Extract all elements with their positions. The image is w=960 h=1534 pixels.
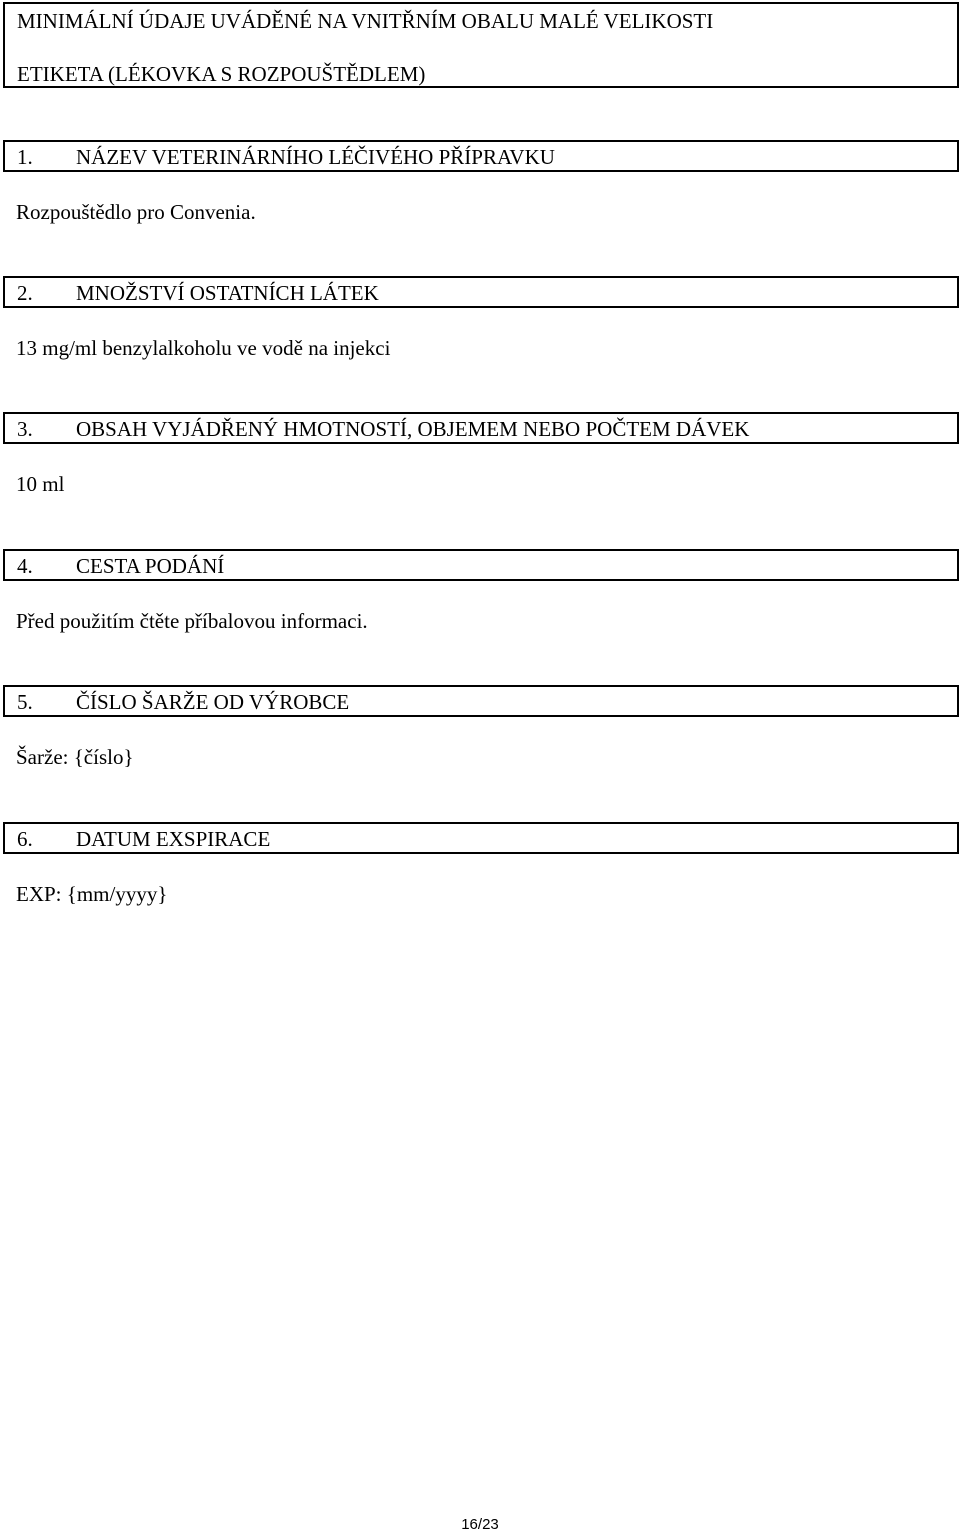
section-2-body: 13 mg/ml benzylalkoholu ve vodě na injekci: [16, 336, 391, 360]
section-4-header: [3, 549, 959, 581]
section-2-number: 2.: [17, 281, 33, 305]
section-6-header: [3, 822, 959, 854]
section-2-title: MNOŽSTVÍ OSTATNÍCH LÁTEK: [76, 281, 379, 305]
section-6-body: EXP: {mm/yyyy}: [16, 882, 168, 906]
section-1-title: NÁZEV VETERINÁRNÍHO LÉČIVÉHO PŘÍPRAVKU: [76, 145, 555, 169]
section-1-body: Rozpouštědlo pro Convenia.: [16, 200, 256, 224]
document-header-box: [3, 2, 959, 88]
section-1-header: [3, 140, 959, 172]
section-4-body: Před použitím čtěte příbalovou informaci.: [16, 609, 368, 633]
section-2-header: [3, 276, 959, 308]
header-title-line-1: MINIMÁLNÍ ÚDAJE UVÁDĚNÉ NA VNITŘNÍM OBALU MALÉ VELIKOSTI: [17, 9, 714, 33]
section-4-title: CESTA PODÁNÍ: [76, 554, 225, 578]
section-4-number: 4.: [17, 554, 33, 578]
section-6-title: DATUM EXSPIRACE: [76, 827, 271, 851]
section-3-title: OBSAH VYJÁDŘENÝ HMOTNOSTÍ, OBJEMEM NEBO POČTEM DÁVEK: [76, 417, 750, 441]
section-5-number: 5.: [17, 690, 33, 714]
page-number: 16/23: [461, 1516, 499, 1533]
section-3-header: [3, 412, 959, 444]
section-3-body: 10 ml: [16, 472, 65, 496]
section-3-number: 3.: [17, 417, 33, 441]
header-title-line-2: ETIKETA (LÉKOVKA S ROZPOUŠTĚDLEM): [17, 62, 426, 86]
section-5-title: ČÍSLO ŠARŽE OD VÝROBCE: [76, 690, 350, 714]
section-6-number: 6.: [17, 827, 33, 851]
section-5-header: [3, 685, 959, 717]
section-5-body: Šarže: {číslo}: [16, 745, 134, 769]
section-1-number: 1.: [17, 145, 33, 169]
